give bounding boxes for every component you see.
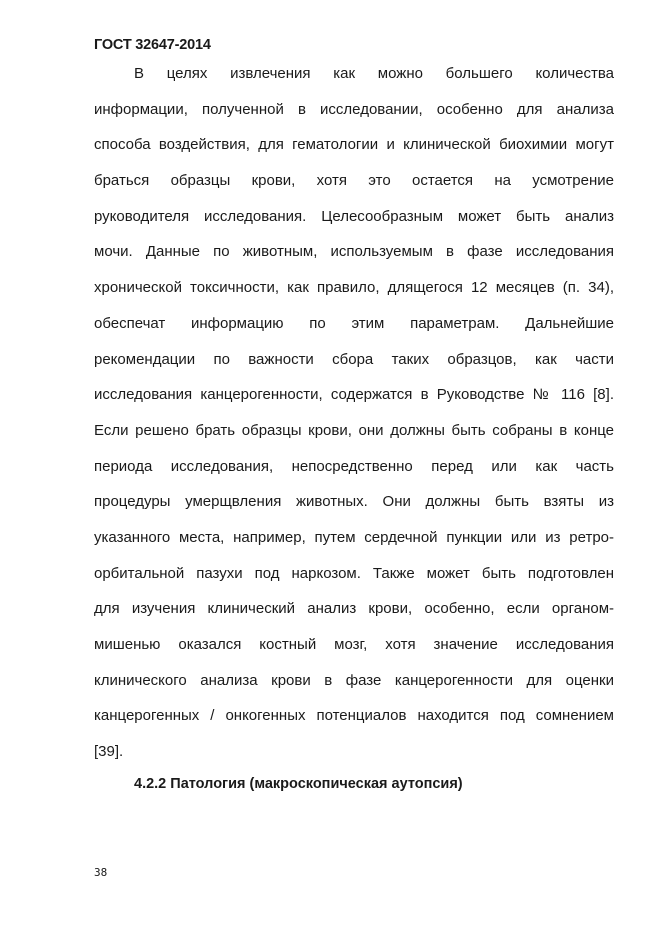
paragraph-line: периода исследования, непосредственно перед или как часть <box>94 457 614 475</box>
paragraph-line: для изучения клинический анализ крови, особенно, если органом- <box>94 600 614 618</box>
paragraph-line: мочи. Данные по животным, используемым в фазе исследования <box>94 243 614 261</box>
document-code-header: ГОСТ 32647-2014 <box>94 37 211 53</box>
paragraph-line: Если решено брать образцы крови, они должны быть собраны в конце <box>94 421 614 439</box>
paragraph-line: орбитальной пазухи под наркозом. Также может быть подготовлен <box>94 564 614 582</box>
paragraph-line: обеспечат информацию по этим параметрам. Дальнейшие <box>94 314 614 332</box>
paragraph-line: хронической токсичности, как правило, длящегося 12 месяцев (п. 34), <box>94 279 614 297</box>
paragraph-line: [39]. <box>94 743 124 761</box>
paragraph-line: В целях извлечения как можно большего количества <box>134 65 614 82</box>
paragraph-line: руководителя исследования. Целесообразным может быть анализ <box>94 207 614 225</box>
page-number: 38 <box>94 866 108 879</box>
paragraph-line: клинического анализа крови в фазе канцерогенности для оценки <box>94 671 614 689</box>
paragraph-line: рекомендации по важности сбора таких образцов, как части <box>94 350 614 368</box>
paragraph-line: процедуры умерщвления животных. Они должны быть взяты из <box>94 493 614 511</box>
paragraph-line: способа воздействия, для гематологии и клинической биохимии могут <box>94 136 614 154</box>
paragraph-line: исследования канцерогенности, содержатся в Руководстве № 116 [8]. <box>94 386 614 404</box>
paragraph-line: мишенью оказался костный мозг, хотя значение исследования <box>94 636 614 653</box>
paragraph-line: указанного места, например, путем сердечной пункции или из ретро- <box>94 528 614 546</box>
section-heading: 4.2.2 Патология (макроскопическая аутопсия) <box>134 776 463 792</box>
paragraph-line: браться образцы крови, хотя это остается на усмотрение <box>94 172 614 190</box>
body-paragraph <box>94 56 614 770</box>
paragraph-line: канцерогенных / онкогенных потенциалов находится под сомнением <box>94 707 614 725</box>
paragraph-line: информации, полученной в исследовании, особенно для анализа <box>94 100 614 118</box>
